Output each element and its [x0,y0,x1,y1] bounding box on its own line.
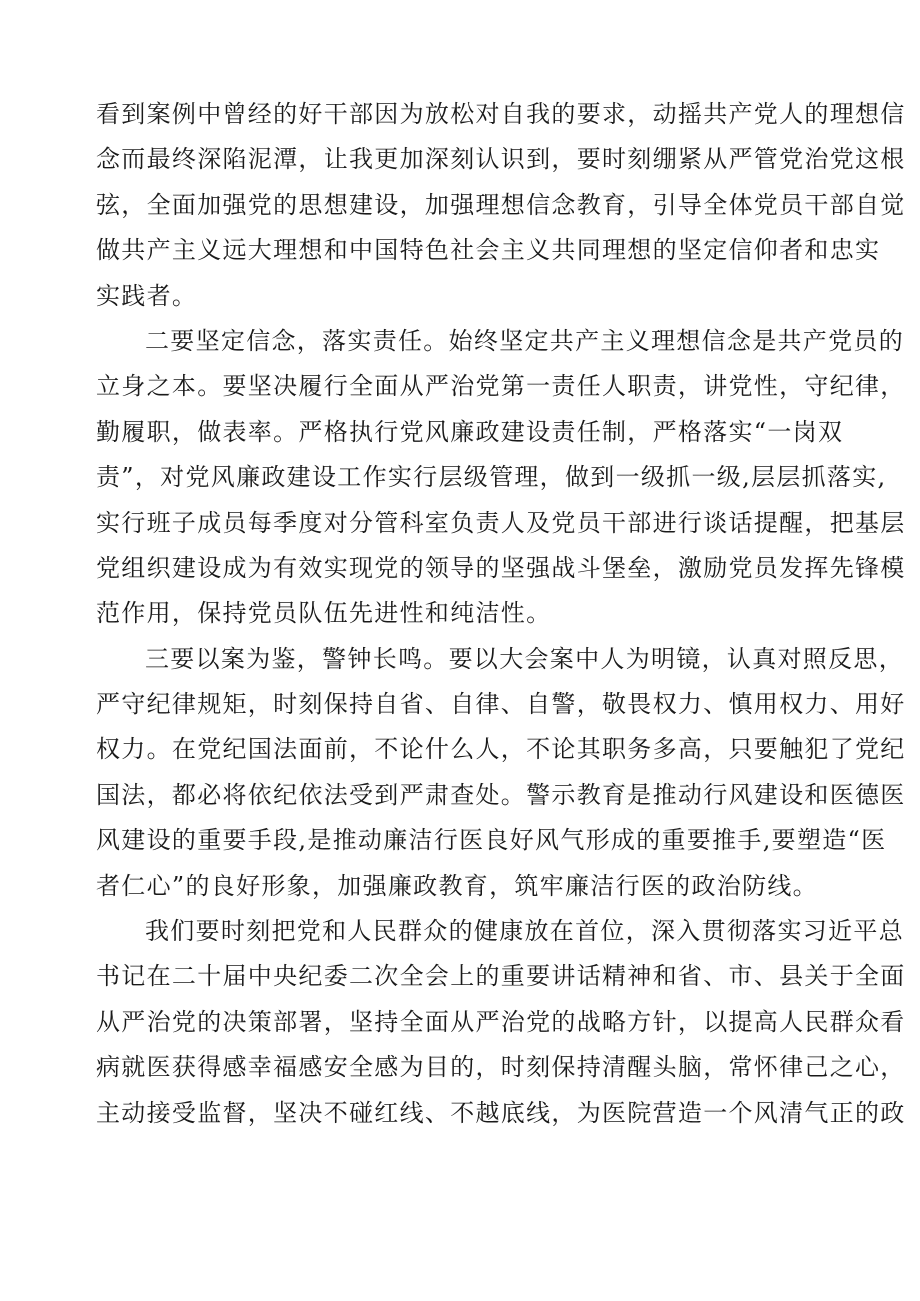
text-line: 责”，对党风廉政建设工作实行层级管理，做到一级抓一级,层层抓落实, [96,463,887,492]
text-line: 范作用，保持党员队伍先进性和纯洁性。 [96,599,552,628]
text-line: 立身之本。要坚决履行全面从严治党第一责任人职责，讲党性，守纪律， [96,372,906,401]
text-line: 勤履职，做表率。严格执行党风廉政建设责任制，严格落实“一岗双 [96,417,844,446]
text-line: 实行班子成员每季度对分管科室负责人及党员干部进行谈话提醒，把基层 [96,508,906,537]
text-line: 者仁心”的良好形象，加强廉政教育，筑牢廉洁行医的政治防线。 [96,871,818,900]
text-line: 主动接受监督，坚决不碰红线、不越底线，为医院营造一个风清气正的政 [96,1098,906,1127]
paragraph-3 [96,637,906,909]
text-line: 权力。在党纪国法面前，不论什么人，不论其职务多高，只要触犯了党纪 [96,735,906,764]
text-line: 念而最终深陷泥潭，让我更加深刻认识到，要时刻绷紧从严管党治党这根 [96,145,906,174]
text-line: 二要坚定信念，落实责任。始终坚定共产主义理想信念是共产党员的 [145,326,904,355]
text-line: 弦，全面加强党的思想建设，加强理想信念教育，引导全体党员干部自觉 [96,190,906,219]
text-line: 风建设的重要手段,是推动廉洁行医良好风气形成的重要推手,要塑造“医 [96,826,887,855]
text-line: 党组织建设成为有效实现党的领导的坚强战斗堡垒，激励党员发挥先锋模 [96,553,906,582]
text-line: 病就医获得感幸福感安全感为目的，时刻保持清醒头脑，常怀律己之心， [96,1053,906,1082]
text-line: 看到案例中曾经的好干部因为放松对自我的要求，动摇共产党人的理想信 [96,100,906,128]
text-line: 严守纪律规矩，时刻保持自省、自律、自警，敬畏权力、慎用权力、用好 [96,690,906,719]
text-line: 做共产主义远大理想和中国特色社会主义共同理想的坚定信仰者和忠实 [96,236,881,265]
paragraph-1 [96,92,906,319]
text-line: 从严治党的决策部署，坚持全面从严治党的战略方针，以提高人民群众看 [96,1007,906,1036]
document-body [96,92,906,1136]
text-line: 我们要时刻把党和人民群众的健康放在首位，深入贯彻落实习近平总 [145,917,904,946]
paragraph-2 [96,319,906,637]
text-line: 实践者。 [96,281,198,310]
text-line: 国法，都必将依纪依法受到严肃查处。警示教育是推动行风建设和医德医 [96,780,906,809]
paragraph-4 [96,909,906,1136]
text-line: 书记在二十届中央纪委二次全会上的重要讲话精神和省、市、县关于全面 [96,962,906,991]
text-line: 三要以案为鉴，警钟长鸣。要以大会案中人为明镜，认真对照反思， [145,644,904,673]
